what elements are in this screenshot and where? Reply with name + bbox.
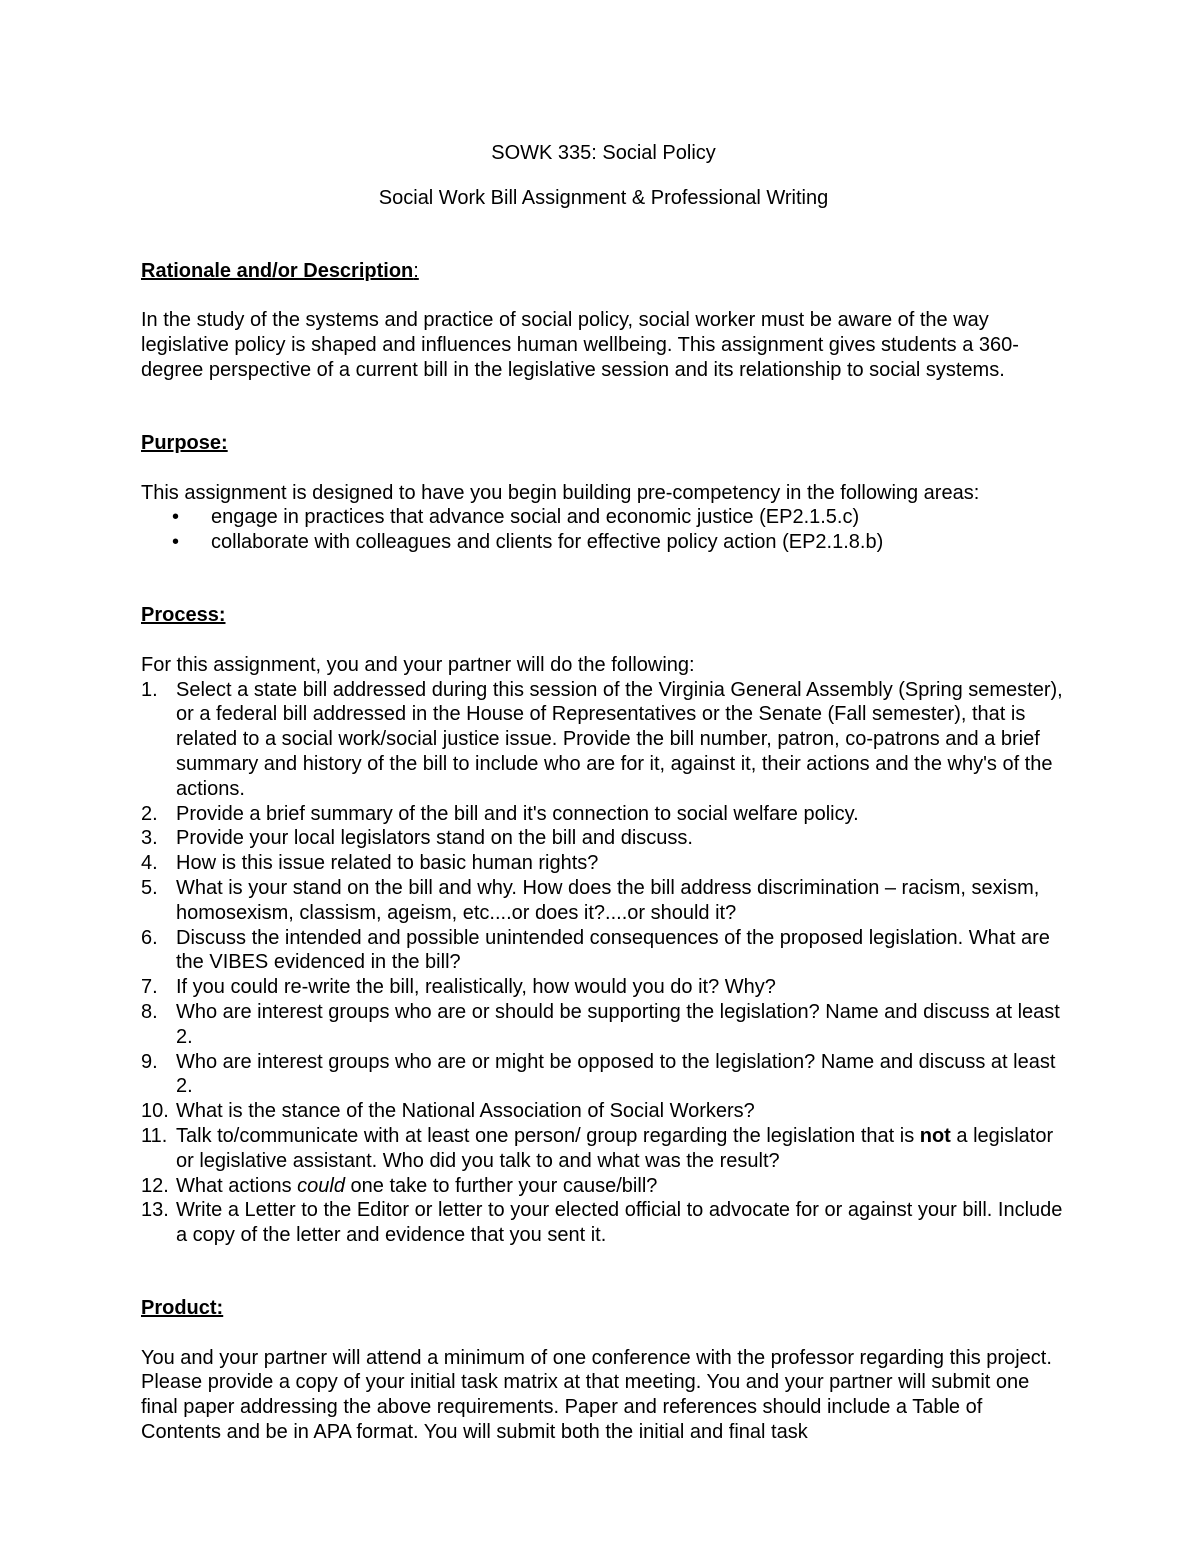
- purpose-bullet-list: [141, 505, 1066, 555]
- list-item: [141, 1000, 1066, 1050]
- list-item: [141, 1050, 1066, 1100]
- document-page: [141, 141, 1066, 1445]
- step-text-before: What actions: [176, 1174, 298, 1197]
- assignment-title: Social Work Bill Assignment & Professional Writing: [378, 186, 829, 209]
- rationale-heading-text: Rationale and/or Description: [141, 259, 414, 282]
- step-number: 9.: [141, 1050, 158, 1073]
- step-number: 5.: [141, 876, 158, 899]
- list-item: [141, 926, 1066, 976]
- step-text: Provide a brief summary of the bill and it's connection to social welfare policy.: [176, 802, 859, 825]
- product-heading: Product:: [141, 1296, 224, 1319]
- step-text: What is the stance of the National Association of Social Workers?: [176, 1100, 755, 1123]
- process-intro: For this assignment, you and your partner will do the following:: [141, 653, 695, 676]
- step-number: 4.: [141, 852, 158, 875]
- bullet-text: collaborate with colleagues and clients for effective policy action (EP2.1.8.b): [211, 531, 884, 554]
- step-number: 2.: [141, 802, 158, 825]
- step-text: How is this issue related to basic human rights?: [176, 852, 599, 875]
- product-body: You and your partner will attend a minimum of one conference with the professor regarding this project. Please provide a copy of your initial task matrix at that meeting. You and your partner will submit one final paper addressing the above requirements. Paper and references should include a Table of Contents and be in APA format. You will submit both the initial and final task: [141, 1346, 1052, 1444]
- step-number: 8.: [141, 1000, 158, 1023]
- bullet-icon: •: [172, 506, 180, 529]
- list-item: [141, 826, 1066, 851]
- step-text: Write a Letter to the Editor or letter to your elected official to advocate for or against your bill. Include a copy of the letter and evidence that you sent it.: [176, 1199, 1063, 1247]
- step-number: 6.: [141, 926, 158, 949]
- list-item: [141, 851, 1066, 876]
- step-text-before: Talk to/communicate with at least one person/ group regarding the legislation that is: [176, 1124, 920, 1147]
- emphasis-could: could: [297, 1174, 345, 1197]
- step-text-after: a legislator or legislative assistant. Who did you talk to and what was the result?: [176, 1124, 1054, 1172]
- list-item: [141, 876, 1066, 926]
- rationale-heading-colon: :: [413, 259, 419, 282]
- list-item: [141, 678, 1066, 802]
- list-item: [141, 1124, 1066, 1174]
- list-item: [141, 802, 1066, 827]
- list-item: [141, 1198, 1066, 1248]
- step-number: 7.: [141, 976, 158, 999]
- bullet-text: engage in practices that advance social and economic justice (EP2.1.5.c): [211, 506, 860, 529]
- step-number: 10.: [141, 1100, 169, 1123]
- step-text: Provide your local legislators stand on the bill and discuss.: [176, 827, 693, 850]
- rationale-heading: [141, 259, 1066, 284]
- purpose-heading: Purpose:: [141, 431, 228, 454]
- list-item: [141, 1174, 1066, 1199]
- step-text: What is your stand on the bill and why. How does the bill address discrimination – racism, sexism, homosexism, classism, ageism, etc....or does it?....or should it?: [176, 876, 1040, 924]
- step-text: Who are interest groups who are or should be supporting the legislation? Name and discuss at least 2.: [176, 1000, 1060, 1048]
- list-item: [141, 1099, 1066, 1124]
- step-number: 11.: [141, 1124, 168, 1147]
- step-text-after: one take to further your cause/bill?: [344, 1174, 658, 1197]
- step-text: Select a state bill addressed during this session of the Virginia General Assembly (Spring semester), or a federal bill addressed in the House of Representatives or the Senate (Fall semester), that is related to a social work/social justice issue. Provide the bill number, patron, co-patrons and a brief summary and history of the bill to include who are for it, against it, their actions and the why's of the actions.: [176, 678, 1063, 800]
- step-text: If you could re-write the bill, realistically, how would you do it? Why?: [176, 976, 776, 999]
- purpose-intro: This assignment is designed to have you begin building pre-competency in the following areas:: [141, 481, 980, 504]
- emphasis-not: not: [919, 1124, 951, 1147]
- step-number: 12.: [141, 1174, 169, 1197]
- course-title: SOWK 335: Social Policy: [491, 142, 716, 164]
- step-text: Discuss the intended and possible unintended consequences of the proposed legislation. What are the VIBES evidenced in the bill?: [176, 926, 1050, 974]
- list-item: [141, 975, 1066, 1000]
- process-heading: Process:: [141, 603, 226, 626]
- rationale-body: In the study of the systems and practice of social policy, social worker must be aware of the way legislative policy is shaped and influences human wellbeing. This assignment gives students a 360-degree perspective of a current bill in the legislative session and its relationship to social systems.: [141, 309, 1019, 381]
- bullet-icon: •: [172, 531, 180, 554]
- step-number: 1.: [141, 678, 158, 701]
- step-number: 3.: [141, 827, 158, 850]
- step-text: Who are interest groups who are or might be opposed to the legislation? Name and discuss at least 2.: [176, 1050, 1056, 1098]
- step-number: 13.: [141, 1199, 169, 1222]
- process-step-list: [141, 678, 1066, 1248]
- list-item: [141, 530, 1066, 555]
- list-item: [141, 505, 1066, 530]
